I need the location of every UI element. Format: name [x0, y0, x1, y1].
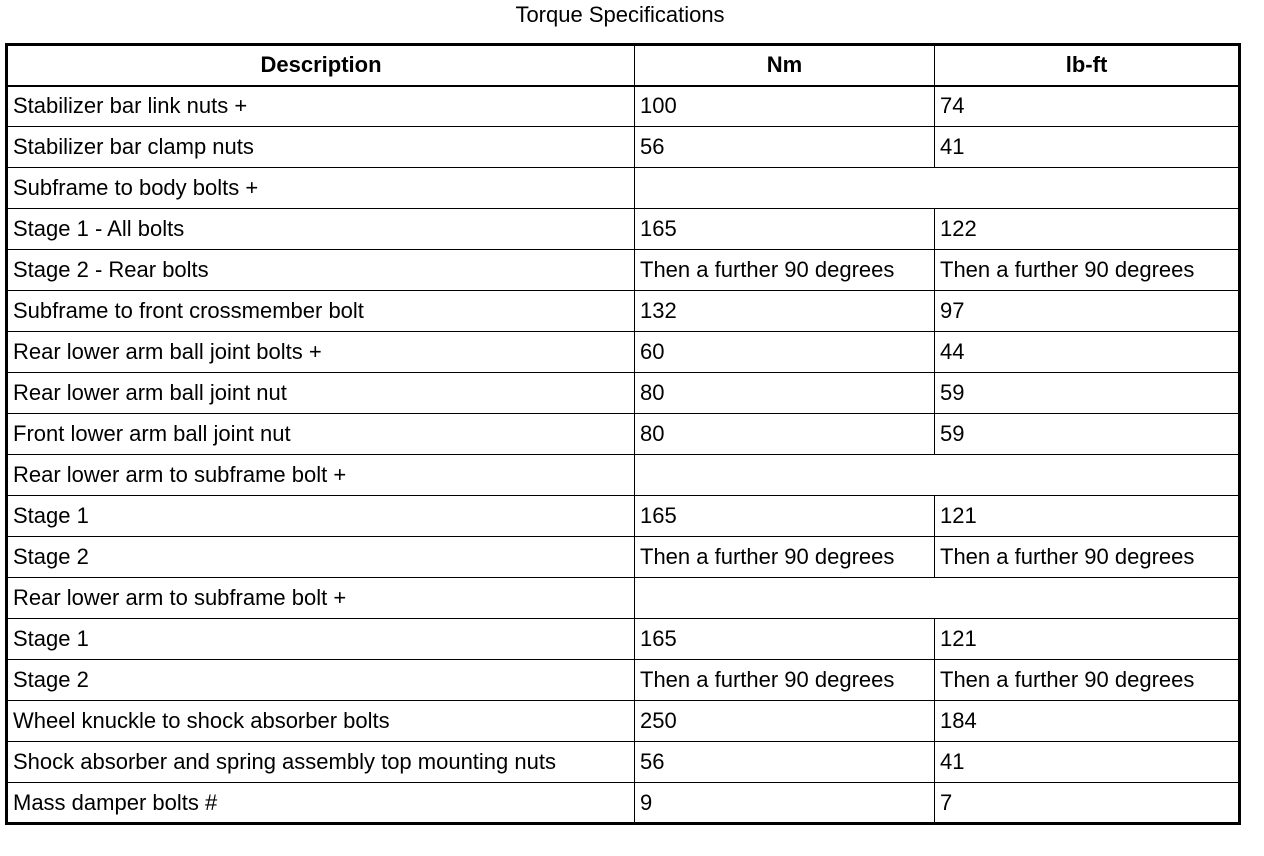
- cell-lbft: 122: [935, 209, 1240, 250]
- cell-lbft: 7: [935, 783, 1240, 824]
- cell-description: Stabilizer bar clamp nuts: [7, 127, 635, 168]
- cell-description: Front lower arm ball joint nut: [7, 414, 635, 455]
- cell-nm: 80: [635, 414, 935, 455]
- cell-lbft: 121: [935, 496, 1240, 537]
- cell-description: Stage 2 - Rear bolts: [7, 250, 635, 291]
- table-row: [7, 127, 1240, 168]
- table-row: [7, 496, 1240, 537]
- table-row: [7, 660, 1240, 701]
- table-row: [7, 537, 1240, 578]
- header-nm: Nm: [635, 45, 935, 86]
- table-row: [7, 414, 1240, 455]
- cell-lbft: 41: [935, 127, 1240, 168]
- cell-nm: Then a further 90 degrees: [635, 660, 935, 701]
- cell-empty-merged: [635, 168, 1240, 209]
- cell-lbft: Then a further 90 degrees: [935, 537, 1240, 578]
- page-title: Torque Specifications: [515, 2, 725, 27]
- table-row: [7, 373, 1240, 414]
- table-row: [7, 619, 1240, 660]
- cell-nm: Then a further 90 degrees: [635, 250, 935, 291]
- cell-description: Rear lower arm ball joint bolts +: [7, 332, 635, 373]
- cell-description: Stage 2: [7, 660, 635, 701]
- cell-description: Subframe to front crossmember bolt: [7, 291, 635, 332]
- table-row: [7, 578, 1240, 619]
- cell-nm: 132: [635, 291, 935, 332]
- cell-lbft: Then a further 90 degrees: [935, 660, 1240, 701]
- cell-description: Wheel knuckle to shock absorber bolts: [7, 701, 635, 742]
- cell-nm: 250: [635, 701, 935, 742]
- table-row: [7, 250, 1240, 291]
- cell-empty-merged: [635, 455, 1240, 496]
- table-row: [7, 783, 1240, 824]
- cell-description: Stage 1: [7, 496, 635, 537]
- cell-description: Subframe to body bolts +: [7, 168, 635, 209]
- cell-lbft: 44: [935, 332, 1240, 373]
- cell-description: Rear lower arm to subframe bolt +: [7, 455, 635, 496]
- cell-nm: Then a further 90 degrees: [635, 537, 935, 578]
- cell-lbft: 97: [935, 291, 1240, 332]
- cell-nm: 80: [635, 373, 935, 414]
- table-row: [7, 291, 1240, 332]
- table-body: [7, 86, 1240, 824]
- cell-lbft: Then a further 90 degrees: [935, 250, 1240, 291]
- table-row: [7, 86, 1240, 127]
- cell-lbft: 121: [935, 619, 1240, 660]
- header-description: Description: [7, 45, 635, 86]
- cell-description: Mass damper bolts #: [7, 783, 635, 824]
- table-row: [7, 209, 1240, 250]
- cell-lbft: 74: [935, 86, 1240, 127]
- table-row: [7, 455, 1240, 496]
- cell-description: Rear lower arm ball joint nut: [7, 373, 635, 414]
- header-lbft: lb-ft: [935, 45, 1240, 86]
- cell-nm: 56: [635, 127, 935, 168]
- cell-nm: 56: [635, 742, 935, 783]
- cell-description: Stage 1: [7, 619, 635, 660]
- cell-description: Shock absorber and spring assembly top mounting nuts: [7, 742, 635, 783]
- cell-nm: 100: [635, 86, 935, 127]
- cell-empty-merged: [635, 578, 1240, 619]
- cell-lbft: 184: [935, 701, 1240, 742]
- cell-lbft: 59: [935, 414, 1240, 455]
- cell-description: Stage 2: [7, 537, 635, 578]
- cell-lbft: 41: [935, 742, 1240, 783]
- cell-nm: 9: [635, 783, 935, 824]
- cell-description: Stabilizer bar link nuts +: [7, 86, 635, 127]
- cell-lbft: 59: [935, 373, 1240, 414]
- torque-spec-table: [5, 43, 1241, 825]
- cell-nm: 165: [635, 619, 935, 660]
- cell-nm: 165: [635, 209, 935, 250]
- cell-description: Rear lower arm to subframe bolt +: [7, 578, 635, 619]
- table-row: [7, 168, 1240, 209]
- cell-description: Stage 1 - All bolts: [7, 209, 635, 250]
- cell-nm: 60: [635, 332, 935, 373]
- table-header-row: [7, 45, 1240, 86]
- cell-nm: 165: [635, 496, 935, 537]
- table-row: [7, 742, 1240, 783]
- table-row: [7, 701, 1240, 742]
- table-row: [7, 332, 1240, 373]
